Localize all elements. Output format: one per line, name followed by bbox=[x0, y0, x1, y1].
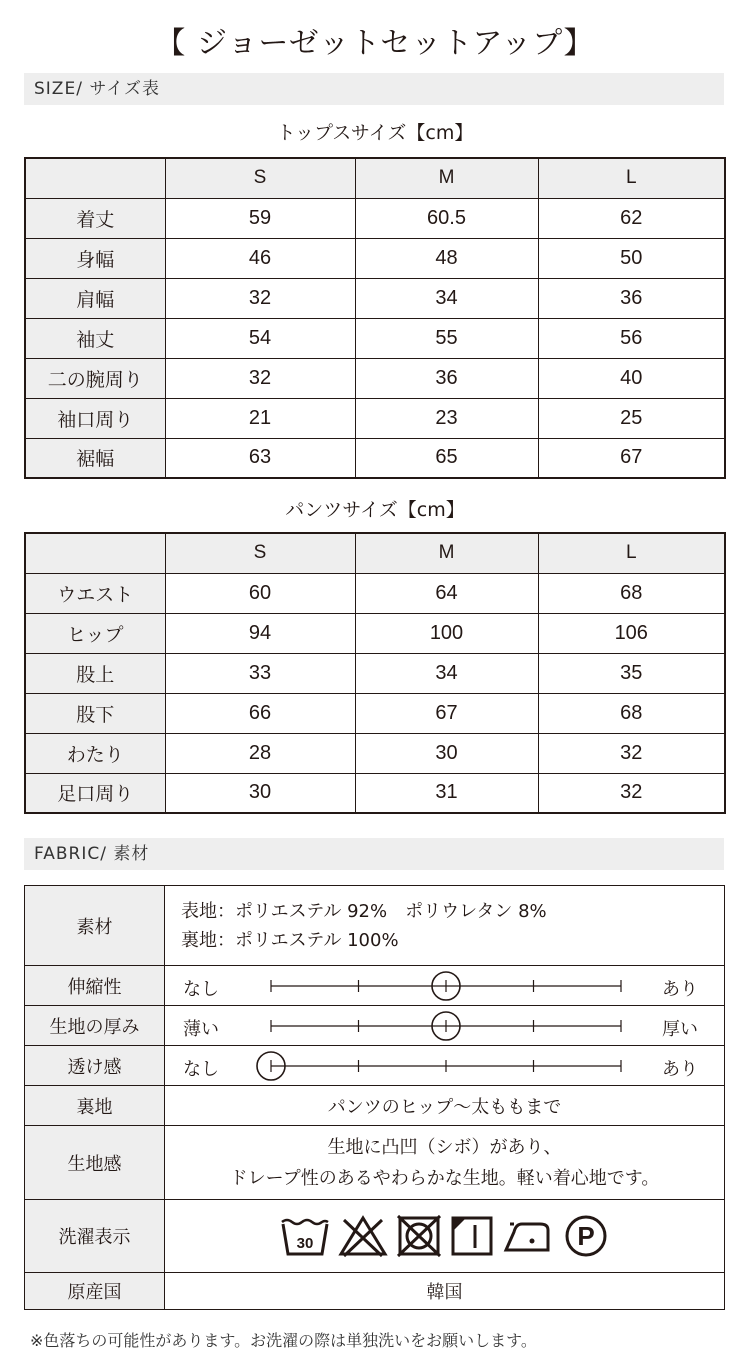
care-label: 洗濯表示 bbox=[25, 1200, 165, 1273]
pants-table-row bbox=[25, 613, 725, 653]
pants-cell-value: 30 bbox=[165, 773, 355, 813]
texture-line-2: ドレープ性のあるやわらかな生地。軽い着心地です。 bbox=[229, 1167, 660, 1189]
pants-header-row bbox=[25, 533, 725, 573]
pants-corner-cell bbox=[25, 533, 165, 573]
page-title: 【 ジョーゼットセットアップ】 bbox=[155, 26, 595, 61]
fabric-row-care bbox=[25, 1200, 725, 1273]
pants-cell-value: 30 bbox=[355, 733, 538, 773]
care-icons bbox=[165, 1214, 724, 1258]
tops-size-table bbox=[24, 157, 726, 479]
tops-cell-value: 54 bbox=[165, 318, 355, 358]
lining-label: 裏地 bbox=[25, 1086, 165, 1126]
fabric-row-sheerness bbox=[25, 1046, 725, 1086]
tops-row-label: 裾幅 bbox=[25, 438, 165, 478]
tops-table-row bbox=[25, 198, 725, 238]
sheerness-scale bbox=[165, 1047, 724, 1085]
pants-cell-value: 60 bbox=[165, 573, 355, 613]
tops-cell-value: 48 bbox=[355, 238, 538, 278]
tops-cell-value: 36 bbox=[355, 358, 538, 398]
fabric-row-lining bbox=[25, 1086, 725, 1126]
pants-row-label: 股下 bbox=[25, 693, 165, 733]
lining-value: パンツのヒップ〜太ももまで bbox=[165, 1086, 725, 1126]
pants-cell-value: 32 bbox=[538, 773, 725, 813]
tops-row-label: 袖丈 bbox=[25, 318, 165, 358]
fabric-row-material bbox=[25, 886, 725, 966]
tops-cell-value: 21 bbox=[165, 398, 355, 438]
fabric-section-header: FABRIC/ 素材 bbox=[24, 838, 724, 870]
thickness-scale-graphic bbox=[165, 1007, 725, 1045]
tops-table-row bbox=[25, 358, 725, 398]
pants-size-caption: パンツサイズ【cm】 bbox=[285, 499, 465, 521]
fabric-row-thickness bbox=[25, 1006, 725, 1046]
pants-cell-value: 94 bbox=[165, 613, 355, 653]
material-outer: 表地：ポリエステル 92% ポリウレタン 8% bbox=[181, 900, 547, 922]
no-tumble-dry-icon bbox=[396, 1214, 442, 1258]
tops-table-row bbox=[25, 238, 725, 278]
tops-table-row bbox=[25, 438, 725, 478]
tops-cell-value: 63 bbox=[165, 438, 355, 478]
care-icons-cell bbox=[165, 1200, 725, 1273]
tops-row-label: 身幅 bbox=[25, 238, 165, 278]
thickness-min-label: 薄い bbox=[183, 1018, 219, 1040]
dry-clean-p-icon bbox=[562, 1214, 610, 1258]
wash-temp-text: 30 bbox=[296, 1235, 313, 1252]
size-section-header: SIZE/ サイズ表 bbox=[24, 73, 724, 105]
pants-cell-value: 33 bbox=[165, 653, 355, 693]
tops-column-header: M bbox=[355, 158, 538, 198]
tops-cell-value: 40 bbox=[538, 358, 725, 398]
tops-cell-value: 23 bbox=[355, 398, 538, 438]
pants-table-row bbox=[25, 573, 725, 613]
sheerness-scale-cell bbox=[165, 1046, 725, 1086]
thickness-label: 生地の厚み bbox=[25, 1006, 165, 1046]
pants-cell-value: 35 bbox=[538, 653, 725, 693]
pants-cell-value: 32 bbox=[538, 733, 725, 773]
pants-row-label: わたり bbox=[25, 733, 165, 773]
tops-table-row bbox=[25, 278, 725, 318]
pants-row-label: ウエスト bbox=[25, 573, 165, 613]
material-value bbox=[165, 886, 725, 966]
pants-cell-value: 100 bbox=[355, 613, 538, 653]
tops-cell-value: 67 bbox=[538, 438, 725, 478]
fabric-row-stretch bbox=[25, 966, 725, 1006]
pants-cell-value: 64 bbox=[355, 573, 538, 613]
tops-cell-value: 50 bbox=[538, 238, 725, 278]
svg-text:P: P bbox=[576, 1221, 595, 1251]
stretch-label: 伸縮性 bbox=[25, 966, 165, 1006]
tops-column-header: L bbox=[538, 158, 725, 198]
pants-cell-value: 28 bbox=[165, 733, 355, 773]
line-dry-shade-icon bbox=[450, 1214, 494, 1258]
thickness-scale-cell bbox=[165, 1006, 725, 1046]
texture-line-1: 生地に凸凹（シボ）があり、 bbox=[327, 1136, 562, 1158]
material-lining: 裏地：ポリエステル 100% bbox=[181, 929, 399, 951]
fabric-table bbox=[24, 885, 725, 1310]
pants-row-label: 股上 bbox=[25, 653, 165, 693]
pants-cell-value: 68 bbox=[538, 693, 725, 733]
stretch-scale-graphic bbox=[165, 967, 725, 1005]
tops-cell-value: 34 bbox=[355, 278, 538, 318]
stretch-scale bbox=[165, 967, 724, 1005]
tops-row-label: 袖口周り bbox=[25, 398, 165, 438]
material-label: 素材 bbox=[25, 886, 165, 966]
pants-cell-value: 66 bbox=[165, 693, 355, 733]
tops-table-row bbox=[25, 318, 725, 358]
stretch-max-label: あり bbox=[662, 978, 698, 1000]
thickness-max-label: 厚い bbox=[662, 1018, 698, 1040]
fabric-row-texture bbox=[25, 1126, 725, 1200]
wash-30-icon bbox=[280, 1214, 330, 1258]
tops-corner-cell bbox=[25, 158, 165, 198]
sheerness-scale-graphic bbox=[165, 1047, 725, 1085]
care-footnote: ※色落ちの可能性があります。お洗濯の際は単独洗いをお願いします。 bbox=[30, 1331, 537, 1350]
tops-cell-value: 60.5 bbox=[355, 198, 538, 238]
tops-cell-value: 55 bbox=[355, 318, 538, 358]
thickness-scale bbox=[165, 1007, 724, 1045]
pants-table-row bbox=[25, 773, 725, 813]
pants-cell-value: 68 bbox=[538, 573, 725, 613]
pants-column-header: S bbox=[165, 533, 355, 573]
tops-row-label: 着丈 bbox=[25, 198, 165, 238]
tops-row-label: 肩幅 bbox=[25, 278, 165, 318]
pants-cell-value: 34 bbox=[355, 653, 538, 693]
sheerness-label: 透け感 bbox=[25, 1046, 165, 1086]
no-bleach-icon bbox=[338, 1214, 388, 1258]
tops-cell-value: 32 bbox=[165, 278, 355, 318]
iron-low-icon bbox=[502, 1214, 554, 1258]
tops-cell-value: 46 bbox=[165, 238, 355, 278]
tops-size-caption: トップスサイズ【cm】 bbox=[276, 122, 474, 144]
tops-column-header: S bbox=[165, 158, 355, 198]
tops-table-row bbox=[25, 398, 725, 438]
pants-size-table bbox=[24, 532, 726, 814]
pants-table-row bbox=[25, 733, 725, 773]
fabric-row-origin bbox=[25, 1273, 725, 1310]
pants-table-row bbox=[25, 653, 725, 693]
origin-label: 原産国 bbox=[25, 1273, 165, 1310]
pants-cell-value: 67 bbox=[355, 693, 538, 733]
texture-label: 生地感 bbox=[25, 1126, 165, 1200]
pants-column-header: M bbox=[355, 533, 538, 573]
tops-cell-value: 36 bbox=[538, 278, 725, 318]
origin-value: 韓国 bbox=[165, 1273, 725, 1310]
pants-row-label: ヒップ bbox=[25, 613, 165, 653]
tops-cell-value: 32 bbox=[165, 358, 355, 398]
stretch-min-label: なし bbox=[183, 978, 219, 1000]
tops-row-label: 二の腕周り bbox=[25, 358, 165, 398]
tops-header-row bbox=[25, 158, 725, 198]
pants-cell-value: 106 bbox=[538, 613, 725, 653]
pants-table-row bbox=[25, 693, 725, 733]
sheerness-min-label: なし bbox=[183, 1058, 219, 1080]
pants-column-header: L bbox=[538, 533, 725, 573]
stretch-scale-cell bbox=[165, 966, 725, 1006]
tops-cell-value: 25 bbox=[538, 398, 725, 438]
texture-value bbox=[165, 1126, 725, 1200]
tops-cell-value: 59 bbox=[165, 198, 355, 238]
pants-cell-value: 31 bbox=[355, 773, 538, 813]
tops-cell-value: 65 bbox=[355, 438, 538, 478]
sheerness-max-label: あり bbox=[662, 1058, 698, 1080]
tops-cell-value: 56 bbox=[538, 318, 725, 358]
tops-cell-value: 62 bbox=[538, 198, 725, 238]
pants-row-label: 足口周り bbox=[25, 773, 165, 813]
